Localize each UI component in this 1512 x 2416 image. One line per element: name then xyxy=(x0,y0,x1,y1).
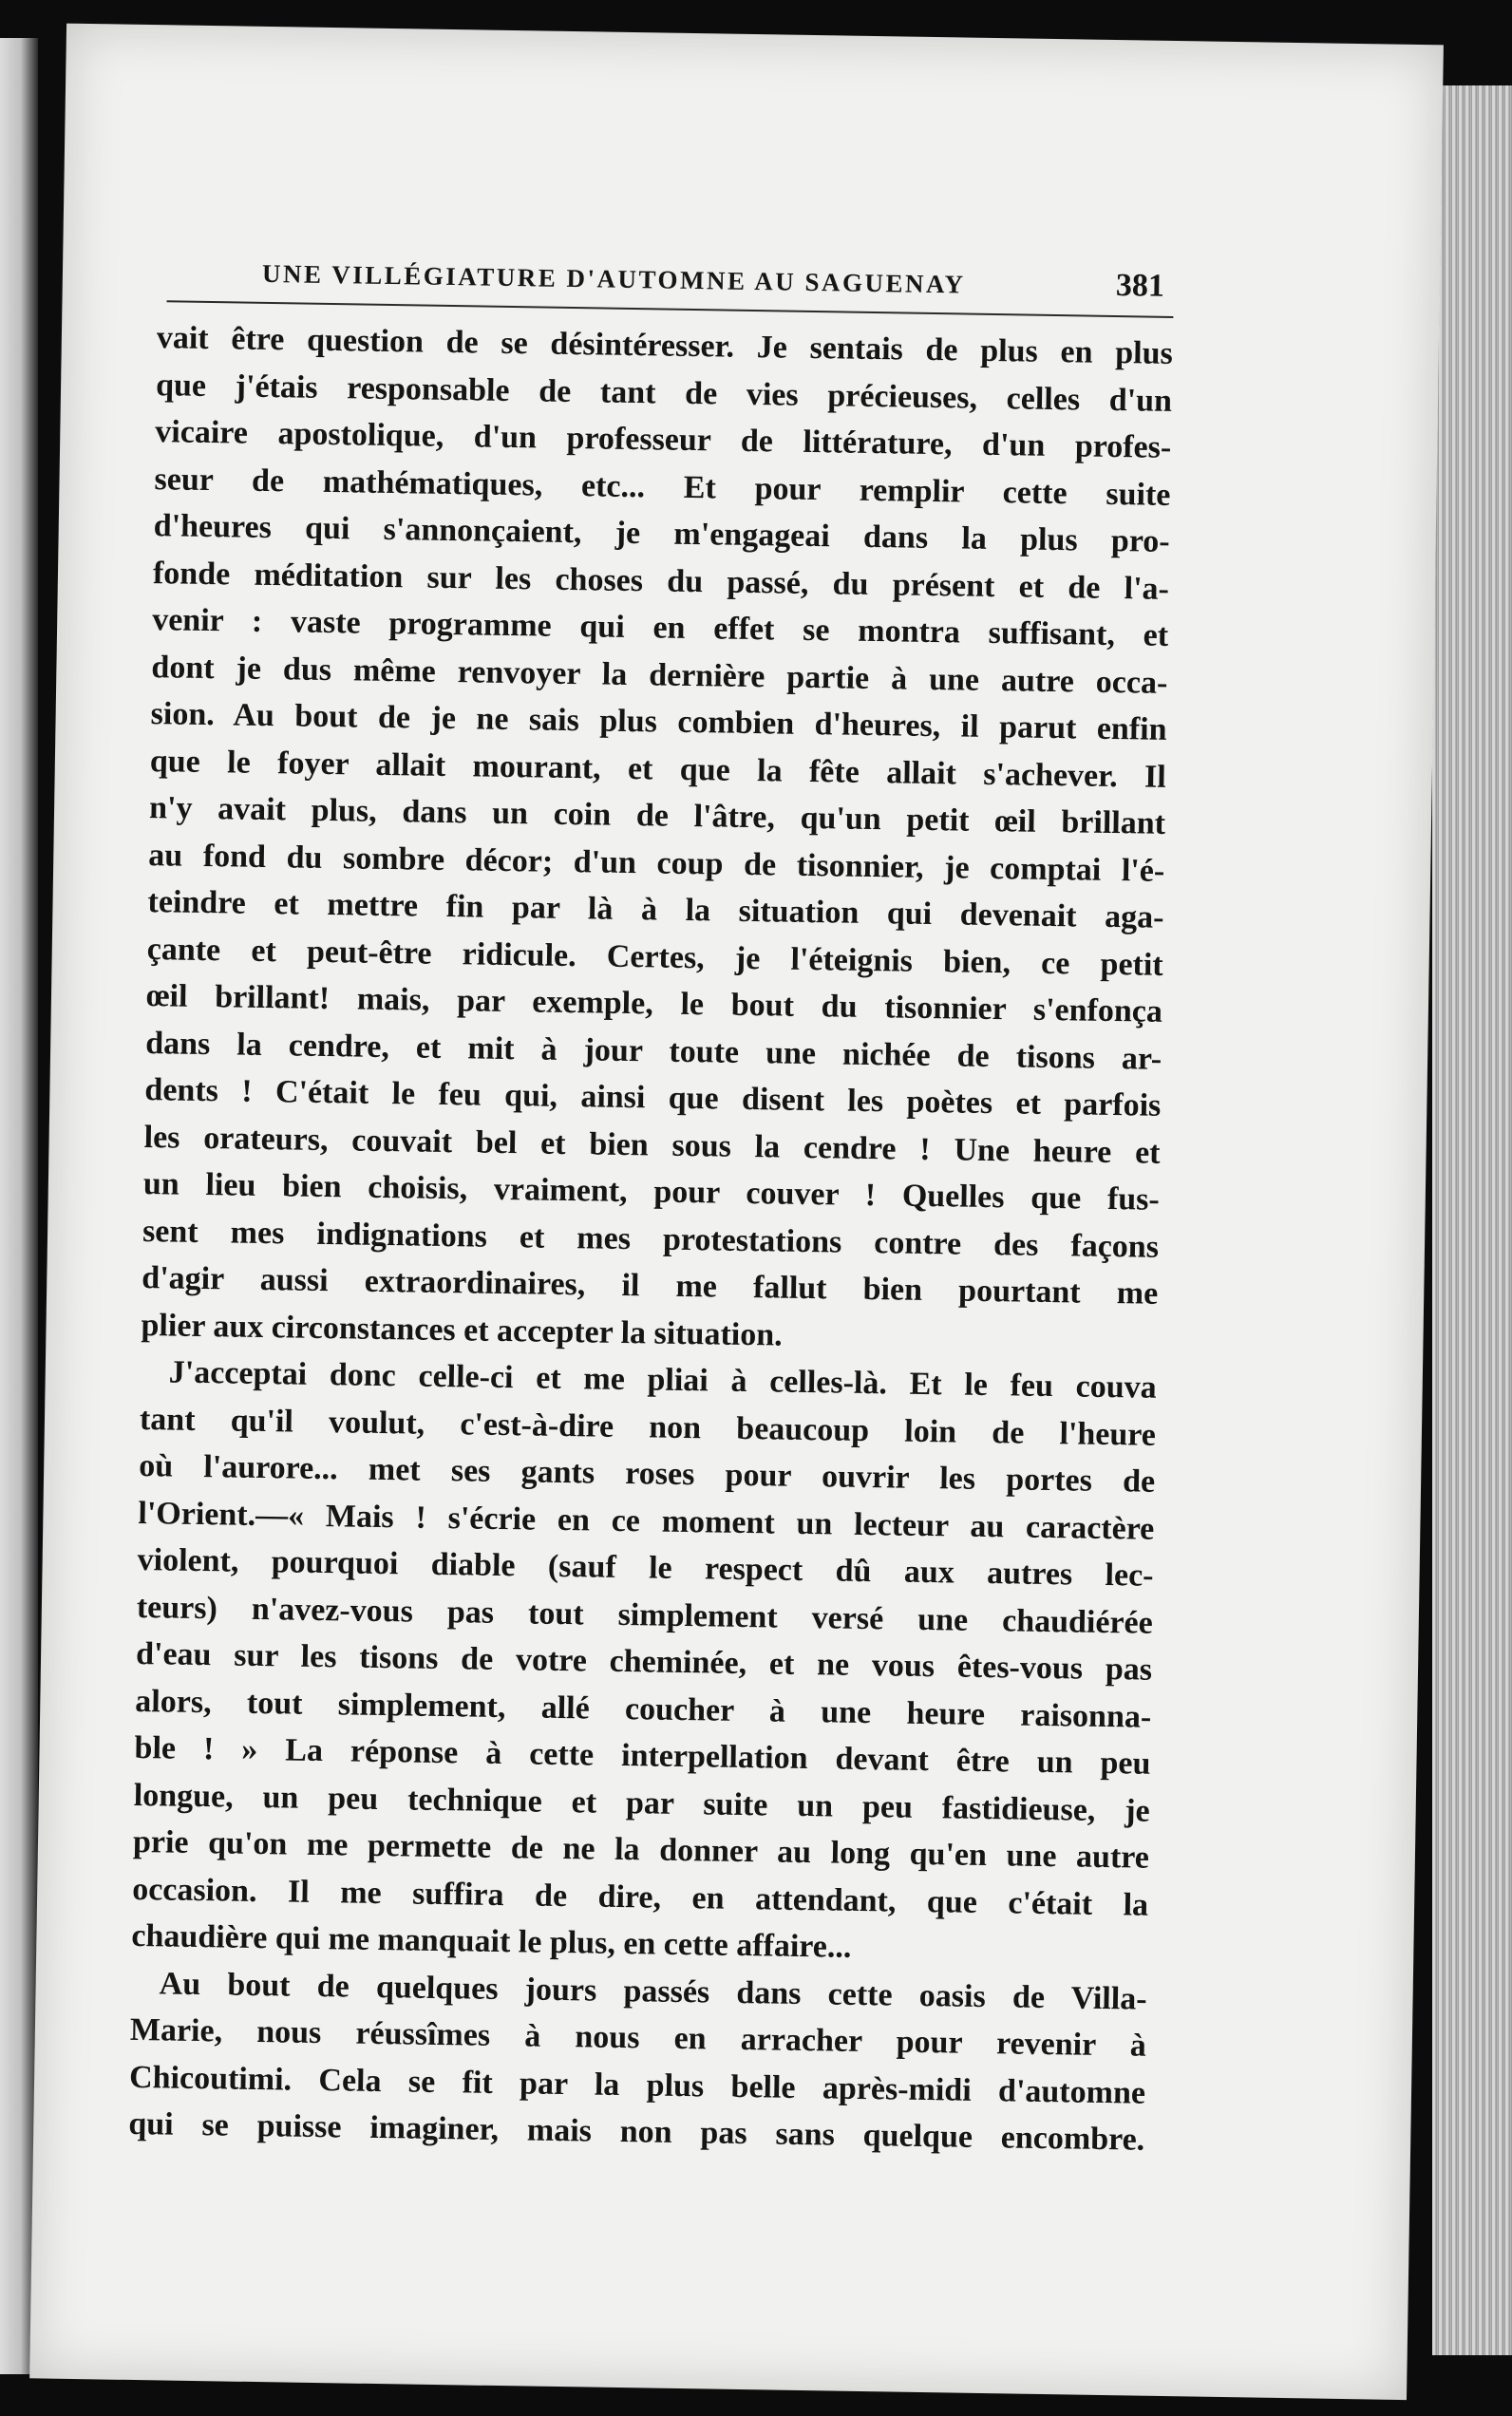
text-line: teurs) n'avez-vous pas tout simplement versé une chaudiérée xyxy=(136,1589,1154,1641)
text-line: Chicoutimi. Cela se fit par la plus belle après-midi d'automne xyxy=(128,2059,1146,2111)
text-line: que j'étais responsable de tant de vies précieuses, celles d'un xyxy=(155,367,1173,419)
text-line: occasion. Il me suffira de dire, en attendant, que c'était la xyxy=(131,1871,1149,1923)
text-line: chaudière qui me manquait le plus, en cette affaire... xyxy=(131,1917,852,1965)
text-line: où l'aurore... met ses gants roses pour ouvrir les portes de xyxy=(138,1447,1156,1500)
text-line: dont je dus même renvoyer la dernière partie à une autre occa- xyxy=(151,649,1168,701)
text-line: J'acceptai donc celle-ci et me pliai à celles-là. Et le feu couva xyxy=(168,1354,1157,1406)
text-line: œil brillant! mais, par exemple, le bout du tisonnier s'enfonça xyxy=(145,978,1163,1029)
text-line: d'agir aussi extraordinaires, il me fallut bien pourtant me xyxy=(142,1260,1159,1312)
text-line: seur de mathématiques, etc... Et pour remplir cette suite xyxy=(154,461,1171,513)
text-line: d'heures qui s'annonçaient, je m'engageai dans la plus pro- xyxy=(153,508,1170,559)
text-line: vicaire apostolique, d'un professeur de littérature, d'un profes- xyxy=(155,414,1172,465)
text-line: teindre et mettre fin par là à la situation qui devenait aga- xyxy=(147,884,1164,935)
text-line: tant qu'il voulut, c'est-à-dire non beaucoup loin de l'heure xyxy=(139,1401,1157,1453)
text-line: au fond du sombre décor; d'un coup de tisonnier, je comptai l'é- xyxy=(148,837,1165,889)
header-title: UNE VILLÉGIATURE D'AUTOMNE AU SAGUENAY xyxy=(261,258,966,299)
header-rule xyxy=(166,300,1173,318)
text-line: violent, pourquoi diable (sauf le respect dû aux autres lec- xyxy=(137,1541,1154,1594)
text-line: un lieu bien choisis, vraiment, pour couver ! Quelles que fus- xyxy=(142,1166,1161,1217)
text-line: venir : vaste programme qui en effet se montra suffisant, et xyxy=(151,602,1169,653)
text-line: dents ! C'était le feu qui, ainsi que disent les poètes et parfois xyxy=(144,1072,1162,1123)
facing-page-edge xyxy=(0,38,38,2374)
text-line: que le foyer allait mourant, et que la fête allait s'achever. Il xyxy=(149,743,1167,795)
text-line: vait être question de se désintéresser. Je sentais de plus en plus xyxy=(156,320,1174,371)
text-line: prie qu'on me permette de ne la donner au long qu'en une autre xyxy=(132,1823,1150,1876)
text-line: fonde méditation sur les choses du passé, du présent et de l'a- xyxy=(152,555,1170,607)
text-line: ble ! » La réponse à cette interpellation devant être un peu xyxy=(134,1729,1151,1782)
text-line: alors, tout simplement, allé coucher à une heure raisonna- xyxy=(135,1683,1152,1735)
body-text xyxy=(128,314,1173,2163)
text-line: longue, un peu technique et par suite un peu fastidieuse, je xyxy=(133,1777,1150,1829)
book-fore-edge xyxy=(1432,85,1512,2355)
text-line: les orateurs, couvait bel et bien sous la cendre ! Une heure et xyxy=(143,1119,1161,1171)
page-number: 381 xyxy=(1115,268,1165,304)
text-line: n'y avait plus, dans un coin de l'âtre, qu'un petit œil brillant xyxy=(148,790,1166,841)
text-line: Marie, nous réussîmes à nous en arracher pour revenir à xyxy=(129,2011,1147,2064)
text-line: Au bout de quelques jours passés dans cette oasis de Villa- xyxy=(159,1965,1147,2017)
text-line: çante et peut-être ridicule. Certes, je l'éteignis bien, ce petit xyxy=(146,931,1163,983)
running-header xyxy=(167,253,1164,304)
text-line: plier aux circonstances et accepter la situation. xyxy=(141,1307,783,1353)
text-line: sent mes indignations et mes protestations contre des façons xyxy=(142,1213,1160,1265)
text-line: d'eau sur les tisons de votre cheminée, et ne vous êtes-vous pas xyxy=(135,1635,1153,1688)
text-line: l'Orient.—« Mais ! s'écrie en ce moment un lecteur au caractère xyxy=(138,1495,1155,1547)
text-line: sion. Au bout de je ne sais plus combien d'heures, il parut enfin xyxy=(150,696,1167,747)
text-line: qui se puisse imaginer, mais non pas sans quelque encombre. xyxy=(128,2105,1145,2158)
book-page xyxy=(29,24,1444,2400)
text-line: dans la cendre, et mit à jour toute une nichée de tisons ar- xyxy=(144,1025,1162,1077)
